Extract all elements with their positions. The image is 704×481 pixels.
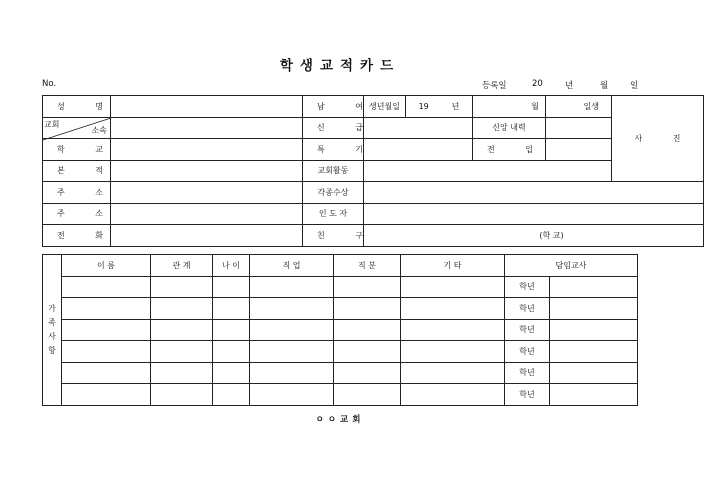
family-other-field[interactable] bbox=[401, 362, 505, 384]
school-field[interactable] bbox=[111, 139, 303, 161]
teacher-field[interactable] bbox=[550, 319, 638, 341]
transfer-field[interactable] bbox=[546, 139, 612, 161]
registration-label: 등록일 bbox=[482, 81, 507, 91]
church-activity-field[interactable] bbox=[364, 160, 612, 182]
family-other-field[interactable] bbox=[401, 341, 505, 363]
affiliation-field[interactable] bbox=[111, 117, 303, 139]
family-job-field[interactable] bbox=[250, 319, 334, 341]
family-position-field[interactable] bbox=[334, 298, 401, 320]
special-label: 특 기 bbox=[303, 139, 364, 161]
offering-field[interactable] bbox=[364, 117, 473, 139]
photo-box[interactable]: 사 진 bbox=[612, 96, 704, 182]
church-name-footer: ㅇㅇ교회 bbox=[315, 415, 365, 425]
family-position-field[interactable] bbox=[334, 319, 401, 341]
family-name-field[interactable] bbox=[62, 362, 151, 384]
faith-history-field[interactable] bbox=[546, 117, 612, 139]
family-age-field[interactable] bbox=[213, 276, 250, 298]
church-label: 교회 bbox=[44, 119, 60, 129]
family-age-field[interactable] bbox=[213, 298, 250, 320]
family-header-job: 직 업 bbox=[250, 255, 334, 277]
family-relation-field[interactable] bbox=[151, 341, 213, 363]
family-other-field[interactable] bbox=[401, 298, 505, 320]
student-info-table bbox=[42, 95, 704, 247]
school-label: 학 교 bbox=[43, 139, 111, 161]
teacher-field[interactable] bbox=[550, 362, 638, 384]
page-title: 학생교적카드 bbox=[279, 58, 401, 74]
family-row bbox=[43, 319, 638, 341]
family-header-relation: 관 계 bbox=[151, 255, 213, 277]
grade-label: 학년 bbox=[505, 276, 550, 298]
guide-field[interactable] bbox=[364, 203, 704, 225]
domicile-label: 본 적 bbox=[43, 160, 111, 182]
family-header-name: 이 름 bbox=[62, 255, 151, 277]
registration-year-prefix: 20 bbox=[532, 79, 543, 89]
name-field[interactable] bbox=[111, 96, 303, 118]
address2-field[interactable] bbox=[111, 203, 303, 225]
teacher-field[interactable] bbox=[550, 341, 638, 363]
teacher-field[interactable] bbox=[550, 298, 638, 320]
family-job-field[interactable] bbox=[250, 298, 334, 320]
name-label: 성 명 bbox=[43, 96, 111, 118]
family-relation-field[interactable] bbox=[151, 276, 213, 298]
family-other-field[interactable] bbox=[401, 384, 505, 406]
teacher-field[interactable] bbox=[550, 384, 638, 406]
church-activity-label: 교회활동 bbox=[303, 160, 364, 182]
address1-label: 주 소 bbox=[43, 182, 111, 204]
friend-field[interactable]: (학 교) bbox=[364, 225, 704, 247]
family-position-field[interactable] bbox=[334, 362, 401, 384]
family-relation-field[interactable] bbox=[151, 362, 213, 384]
registration-month: 월 bbox=[600, 81, 609, 91]
grade-label: 학년 bbox=[505, 362, 550, 384]
special-field[interactable] bbox=[364, 139, 473, 161]
family-position-field[interactable] bbox=[334, 276, 401, 298]
family-row bbox=[43, 362, 638, 384]
number-label: No. bbox=[42, 79, 57, 89]
family-age-field[interactable] bbox=[213, 384, 250, 406]
birth-day-field[interactable]: 일생 bbox=[546, 96, 612, 118]
family-name-field[interactable] bbox=[62, 384, 151, 406]
family-name-field[interactable] bbox=[62, 298, 151, 320]
awards-field[interactable] bbox=[364, 182, 704, 204]
birth-label: 생년월일 bbox=[364, 96, 406, 118]
family-relation-field[interactable] bbox=[151, 319, 213, 341]
family-age-field[interactable] bbox=[213, 362, 250, 384]
family-other-field[interactable] bbox=[401, 319, 505, 341]
family-position-field[interactable] bbox=[334, 341, 401, 363]
domicile-field[interactable] bbox=[111, 160, 303, 182]
address1-field[interactable] bbox=[111, 182, 303, 204]
family-side-label: 가 족 사 항 bbox=[43, 255, 62, 406]
phone-label: 전 화 bbox=[43, 225, 111, 247]
transfer-label: 전 입 bbox=[473, 139, 546, 161]
family-position-field[interactable] bbox=[334, 384, 401, 406]
birth-year-field[interactable]: 19 년 bbox=[406, 96, 473, 118]
family-age-field[interactable] bbox=[213, 319, 250, 341]
awards-label: 각종수상 bbox=[303, 182, 364, 204]
address2-label: 주 소 bbox=[43, 203, 111, 225]
family-other-field[interactable] bbox=[401, 276, 505, 298]
family-age-field[interactable] bbox=[213, 341, 250, 363]
grade-label: 학년 bbox=[505, 298, 550, 320]
family-header-age: 나 이 bbox=[213, 255, 250, 277]
grade-label: 학년 bbox=[505, 341, 550, 363]
family-name-field[interactable] bbox=[62, 276, 151, 298]
family-header-teacher: 담임교사 bbox=[505, 255, 638, 277]
family-name-field[interactable] bbox=[62, 319, 151, 341]
guide-label: 인 도 자 bbox=[303, 203, 364, 225]
family-row bbox=[43, 384, 638, 406]
grade-label: 학년 bbox=[505, 319, 550, 341]
family-row bbox=[43, 276, 638, 298]
family-header-other: 기 타 bbox=[401, 255, 505, 277]
birth-month-field[interactable]: 월 bbox=[473, 96, 546, 118]
church-affiliation-label bbox=[43, 117, 111, 139]
grade-label: 학년 bbox=[505, 384, 550, 406]
faith-history-label: 신앙 내력 bbox=[473, 117, 546, 139]
offering-label: 신 급 bbox=[303, 117, 364, 139]
family-job-field[interactable] bbox=[250, 384, 334, 406]
family-job-field[interactable] bbox=[250, 276, 334, 298]
phone-field[interactable] bbox=[111, 225, 303, 247]
family-row bbox=[43, 341, 638, 363]
teacher-field[interactable] bbox=[550, 276, 638, 298]
family-table bbox=[42, 254, 638, 406]
family-relation-field[interactable] bbox=[151, 298, 213, 320]
friend-label: 친 구 bbox=[303, 225, 364, 247]
gender-label: 남 여 bbox=[303, 96, 364, 118]
family-name-field[interactable] bbox=[62, 341, 151, 363]
registration-year: 년 bbox=[565, 81, 574, 91]
family-job-field[interactable] bbox=[250, 341, 334, 363]
affiliation-label: 소속 bbox=[91, 126, 107, 135]
family-relation-field[interactable] bbox=[151, 384, 213, 406]
family-header-position: 직 분 bbox=[334, 255, 401, 277]
family-job-field[interactable] bbox=[250, 362, 334, 384]
registration-day: 일 bbox=[630, 81, 639, 91]
family-row bbox=[43, 298, 638, 320]
